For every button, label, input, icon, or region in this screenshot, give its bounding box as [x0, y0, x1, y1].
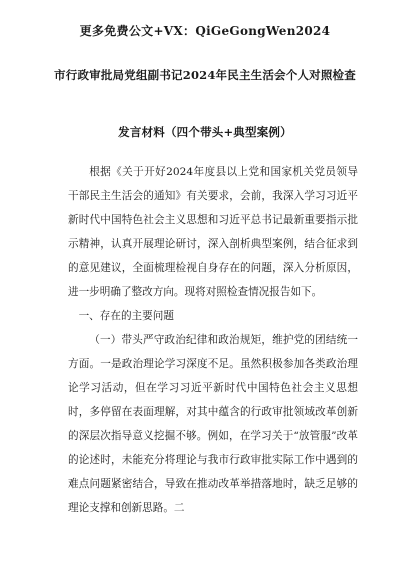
intro-paragraph: 根据《关于开好2024年度县以上党和国家机关党员领导干部民主生活会的通知》有关要求，会前，我深入学习习近平新时代中国特色社会主义思想和习近平总书记最新重要指示批示精神，认真开展理论研讨，深入剖析典型案例，结合征求到的意见建议，全面梳理检视自身存在的问题，深入分析原因，进一步明确了整改方向。现将对照检查情况报告如下。	[68, 166, 358, 298]
document-body	[68, 160, 358, 520]
header-watermark-text: 更多免费公文+VX：QiGeGongWen2024	[79, 24, 331, 38]
document-title-line-1: 市行政审批局党组副书记2024年民主生活会个人对照检查	[54, 68, 356, 82]
body-paragraph: （一）带头严守政治纪律和政治规矩，维护党的团结统一方面。一是政治理论学习深度不足。虽然积极参加各类政治理论学习活动，但在学习习近平新时代中国特色社会主义思想时，多停留在表面理解，对其中蕴含的行政审批领域改革创新的深层次指导意义挖掘不够。例如，在学习关于“放管服”改革的论述时，未能充分将理论与我市行政审批实际工作中遇到的难点问题紧密结合，导致在推动改革举措落地时，缺乏足够的理论支撑和创新思路。二	[68, 334, 358, 514]
section-heading: 一、存在的主要问题	[78, 310, 174, 322]
document-title-line-2: 发言材料（四个带头+典型案例）	[118, 125, 292, 139]
